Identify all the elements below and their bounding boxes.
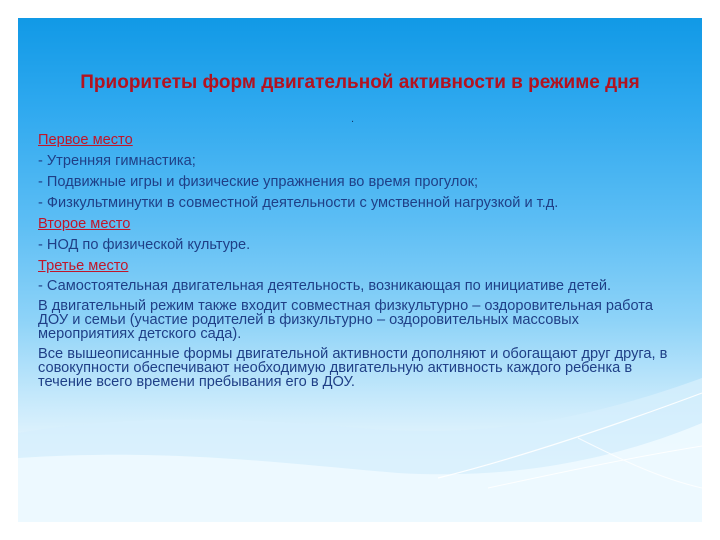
list-item: - Физкультминутки в совместной деятельности с умственной нагрузкой и т.д. (38, 195, 559, 211)
list-item: - Подвижные игры и физические упражнения во время прогулок; (38, 174, 479, 190)
slide-title: Приоритеты форм двигательной активности в режиме дня (80, 72, 640, 93)
paragraph-independent-activity: - Самостоятельная двигательная деятельность, возникающая по инициативе детей. (38, 278, 612, 294)
list-item: - Утренняя гимнастика; (38, 153, 196, 169)
paragraph-family-work: В двигательный режим также входит совместная физкультурно – оздоровительная работа ДОУ и семьи (участие родителей в физкультурно – оздоровительных массовых мероприятиях детского сада). (38, 298, 653, 342)
heading-second-place: Второе место (38, 216, 131, 232)
heading-first-place: Первое место (38, 132, 133, 148)
list-item: - НОД по физической культуре. (38, 237, 251, 253)
slide-body (38, 132, 672, 395)
paragraph-summary: Все вышеописанные формы двигательной активности дополняют и обогащают друг друга, в совокупности обеспечивают необходимую двигательную активность каждого ребенка в течение всего времени пребывания его в ДОУ. (38, 346, 668, 390)
slide (18, 18, 702, 522)
heading-third-place: Третье место (38, 258, 129, 274)
title-dot: . (351, 113, 355, 125)
